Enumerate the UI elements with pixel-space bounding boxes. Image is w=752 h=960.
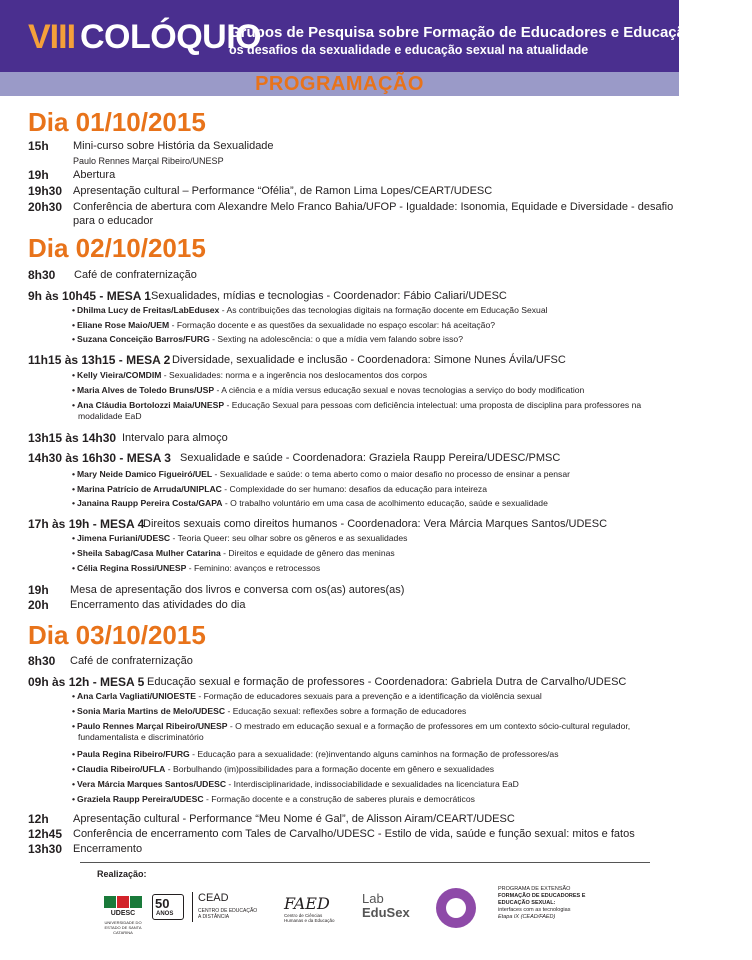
speaker-item: • Suzana Conceição Barros/FURG - Sexting na adolescência: o que a mídia vem falando sobre isso? xyxy=(72,334,463,344)
session-title: Diversidade, sexualidade e inclusão - Coordenadora: Simone Nunes Ávila/UFSC xyxy=(172,354,566,366)
speaker-item: • Janaina Raupp Pereira Costa/GAPA - O trabalho voluntário em uma casa de acolhimento educação, saúde e sexualidade xyxy=(72,498,548,508)
row-time: 19h xyxy=(28,583,49,597)
day-heading: Dia 03/10/2015 xyxy=(28,620,206,650)
session-time: 14h30 às 16h30 - MESA 3 xyxy=(28,451,171,465)
session-time: 17h às 19h - MESA 4 xyxy=(28,517,145,531)
session-title: Direitos sexuais como direitos humanos - Coordenadora: Vera Márcia Marques Santos/UDESC xyxy=(143,518,608,530)
session-title: Educação sexual e formação de professores - Coordenadora: Gabriela Dutra de Carvalho/UDESC xyxy=(147,676,627,688)
row-text-cont: para o educador xyxy=(73,215,154,227)
speaker-item: • Vera Márcia Marques Santos/UDESC - Interdisciplinaridade, indissociabilidade e sexualidades na licenciatura EaD xyxy=(72,779,519,789)
row-time: 19h30 xyxy=(28,184,63,198)
circle-logo-inner xyxy=(446,898,466,918)
labedusex-logo-edusex: EduSex xyxy=(362,905,410,920)
speaker-item: • Maria Alves de Toledo Bruns/USP - A ciência e a mídia versus educação sexual e novas tecnologias a serviço do body modification xyxy=(72,385,585,395)
row-text: Abertura xyxy=(73,169,116,181)
row-time: 8h30 xyxy=(28,268,56,282)
speaker-item: • Graziela Raupp Pereira/UDESC - Formação docente e a construção de saberes plurais e democráticos xyxy=(72,794,475,804)
speaker-item: • Célia Regina Rossi/UNESP - Feminino: avanços e retrocessos xyxy=(72,563,321,573)
session-time: 11h15 às 13h15 - MESA 2 xyxy=(28,353,171,367)
row-time: 19h xyxy=(28,168,49,182)
cead-subtitle: CENTRO DE EDUCAÇÃO A DISTÂNCIA xyxy=(198,908,258,920)
speaker-item: • Eliane Rose Maio/UEM - Formação docente e as questões da sexualidade no espaço escolar: há aceitação? xyxy=(72,320,496,330)
speaker-item: • Marina Patrício de Arruda/UNIPLAC - Complexidade do ser humano: desafios da educação para inteireza xyxy=(72,484,488,494)
speaker-item: • Ana Cláudia Bortolozzi Maia/UNESP - Educação Sexual para pessoas com deficiência intelectual: uma proposta de disciplina para professores na modalidade EaD xyxy=(72,400,642,421)
row-text: Conferência de abertura com Alexandre Melo Franco Bahia/UFOP - Igualdade: Isonomia, Equidade e Diversidade - desafio xyxy=(73,201,674,213)
session-time: 9h às 10h45 - MESA 1 xyxy=(28,289,151,303)
header-banner xyxy=(0,0,752,72)
anos-label: ANOS xyxy=(156,911,174,917)
row-time: 12h xyxy=(28,812,49,826)
labedusex-logo-lab: Lab xyxy=(362,891,384,906)
row-time: 20h xyxy=(28,598,49,612)
day-heading: Dia 01/10/2015 xyxy=(28,107,206,137)
session-title: Sexualidades, mídias e tecnologias - Coordenador: Fábio Caliari/UDESC xyxy=(151,290,507,302)
extension-program xyxy=(498,886,608,921)
speaker-item: • Ana Carla Vagliati/UNIOESTE - Formação de educadores sexuais para a prevenção e a identificação da violência sexual xyxy=(72,691,542,701)
speaker-item: • Sonia Maria Martins de Melo/UDESC - Educação sexual: reflexões sobre a formação de educadores xyxy=(72,706,467,716)
row-text: Apresentação cultural – Performance “Ofélia”, de Ramon Lima Lopes/CEART/UDESC xyxy=(73,185,493,197)
speaker-item: • Paula Regina Ribeiro/FURG - Educação para a sexualidade: (re)inventando alguns caminhos na formação de professores/as xyxy=(72,749,559,759)
row-time: 13h30 xyxy=(28,842,63,856)
ext-line4: interfaces com as tecnologias xyxy=(498,907,571,913)
ext-line3: EDUCAÇÃO SEXUAL: xyxy=(498,900,556,906)
speaker-item: • Claudia Ribeiro/UFLA - Borbulhando (im)possibilidades para a formação docente em gênero e sexualidades xyxy=(72,764,495,774)
row-text: Encerramento xyxy=(73,843,143,855)
event-subtitle-line2: os desafios da sexualidade e educação sexual na atualidade xyxy=(229,43,589,57)
edition-number: VIII xyxy=(28,18,76,56)
row-text: Mini-curso sobre História da Sexualidade xyxy=(73,140,274,152)
speaker-item: • Sheila Sabag/Casa Mulher Catarina - Direitos e equidade de gênero das meninas xyxy=(72,548,395,558)
faed-logo: FAED xyxy=(284,894,330,913)
udesc-name: UDESC xyxy=(110,910,136,917)
row-time: 15h xyxy=(28,139,49,153)
speaker-item: • Dhilma Lucy de Freitas/LabEdusex - As contribuições das tecnologias digitais na formação docente em Educação Sexual xyxy=(72,305,548,315)
speaker-item: • Paulo Rennes Marçal Ribeiro/UNESP - O mestrado em educação sexual e a formação de professores em um contexto sócio-cultural regulador, fundamentalista e discriminatório xyxy=(72,721,631,742)
realizacao-label: Realização: xyxy=(97,869,147,879)
session-time: 09h às 12h - MESA 5 xyxy=(28,675,145,689)
row-time: 13h15 às 14h30 xyxy=(28,431,117,445)
ext-line5: Etapa IX (CEAD/FAED) xyxy=(498,914,556,920)
row-text: Mesa de apresentação dos livros e conversa com os(as) autores(as) xyxy=(70,584,405,596)
anos-number: 50 xyxy=(155,896,170,911)
day-heading: Dia 02/10/2015 xyxy=(28,233,206,263)
row-text: Apresentação cultural - Performance “Meu Nome é Gal”, de Alisson Airam/CEART/UDESC xyxy=(73,813,515,825)
programacao-bar xyxy=(0,72,679,96)
udesc-subtitle: UNIVERSIDADE DO ESTADO DE SANTA CATARINA xyxy=(104,920,142,935)
programacao-heading: PROGRAMAÇÃO xyxy=(255,73,424,95)
row-time: 12h45 xyxy=(28,827,63,841)
session-title: Sexualidade e saúde - Coordenadora: Graziela Raupp Pereira/UDESC/PMSC xyxy=(180,452,561,464)
faed-subtitle: Centro de Ciências Humanas e da Educação xyxy=(284,913,335,923)
footer-divider xyxy=(80,862,650,863)
row-text: Café de confraternização xyxy=(74,269,197,281)
event-title: COLÓQUIO xyxy=(80,18,262,56)
row-text: Conferência de encerramento com Tales de Carvalho/UDESC - Estilo de vida, saúde e função sexual: mitos e fatos xyxy=(73,828,635,840)
speaker-item: • Mary Neide Damico Figueiró/UEL - Sexualidade e saúde: o tema aberto como o maior desafio no processo de ensinar a pensar xyxy=(72,469,570,479)
cead-logo: CEAD xyxy=(198,892,229,904)
event-subtitle-line1: Grupos de Pesquisa sobre Formação de Educadores e Educação Sexual: xyxy=(229,24,752,41)
row-text: Encerramento das atividades do dia xyxy=(70,599,246,611)
row-time: 20h30 xyxy=(28,200,63,214)
ext-line1: PROGRAMA DE EXTENSÃO xyxy=(498,886,571,892)
cead-divider xyxy=(192,892,193,922)
row-text: Intervalo para almoço xyxy=(122,432,228,444)
speaker-item: • Jimena Furiani/UDESC - Teoria Queer: seu olhar sobre os gêneros e as sexualidades xyxy=(72,533,408,543)
row-subtext: Paulo Rennes Marçal Ribeiro/UNESP xyxy=(73,156,224,166)
ext-line2: FORMAÇÃO DE EDUCADORES E xyxy=(498,893,586,899)
speaker-item: • Kelly Vieira/COMDIM - Sexualidades: norma e a ingerência nos deslocamentos dos corpos xyxy=(72,370,427,380)
row-text: Café de confraternização xyxy=(70,655,193,667)
row-time: 8h30 xyxy=(28,654,56,668)
